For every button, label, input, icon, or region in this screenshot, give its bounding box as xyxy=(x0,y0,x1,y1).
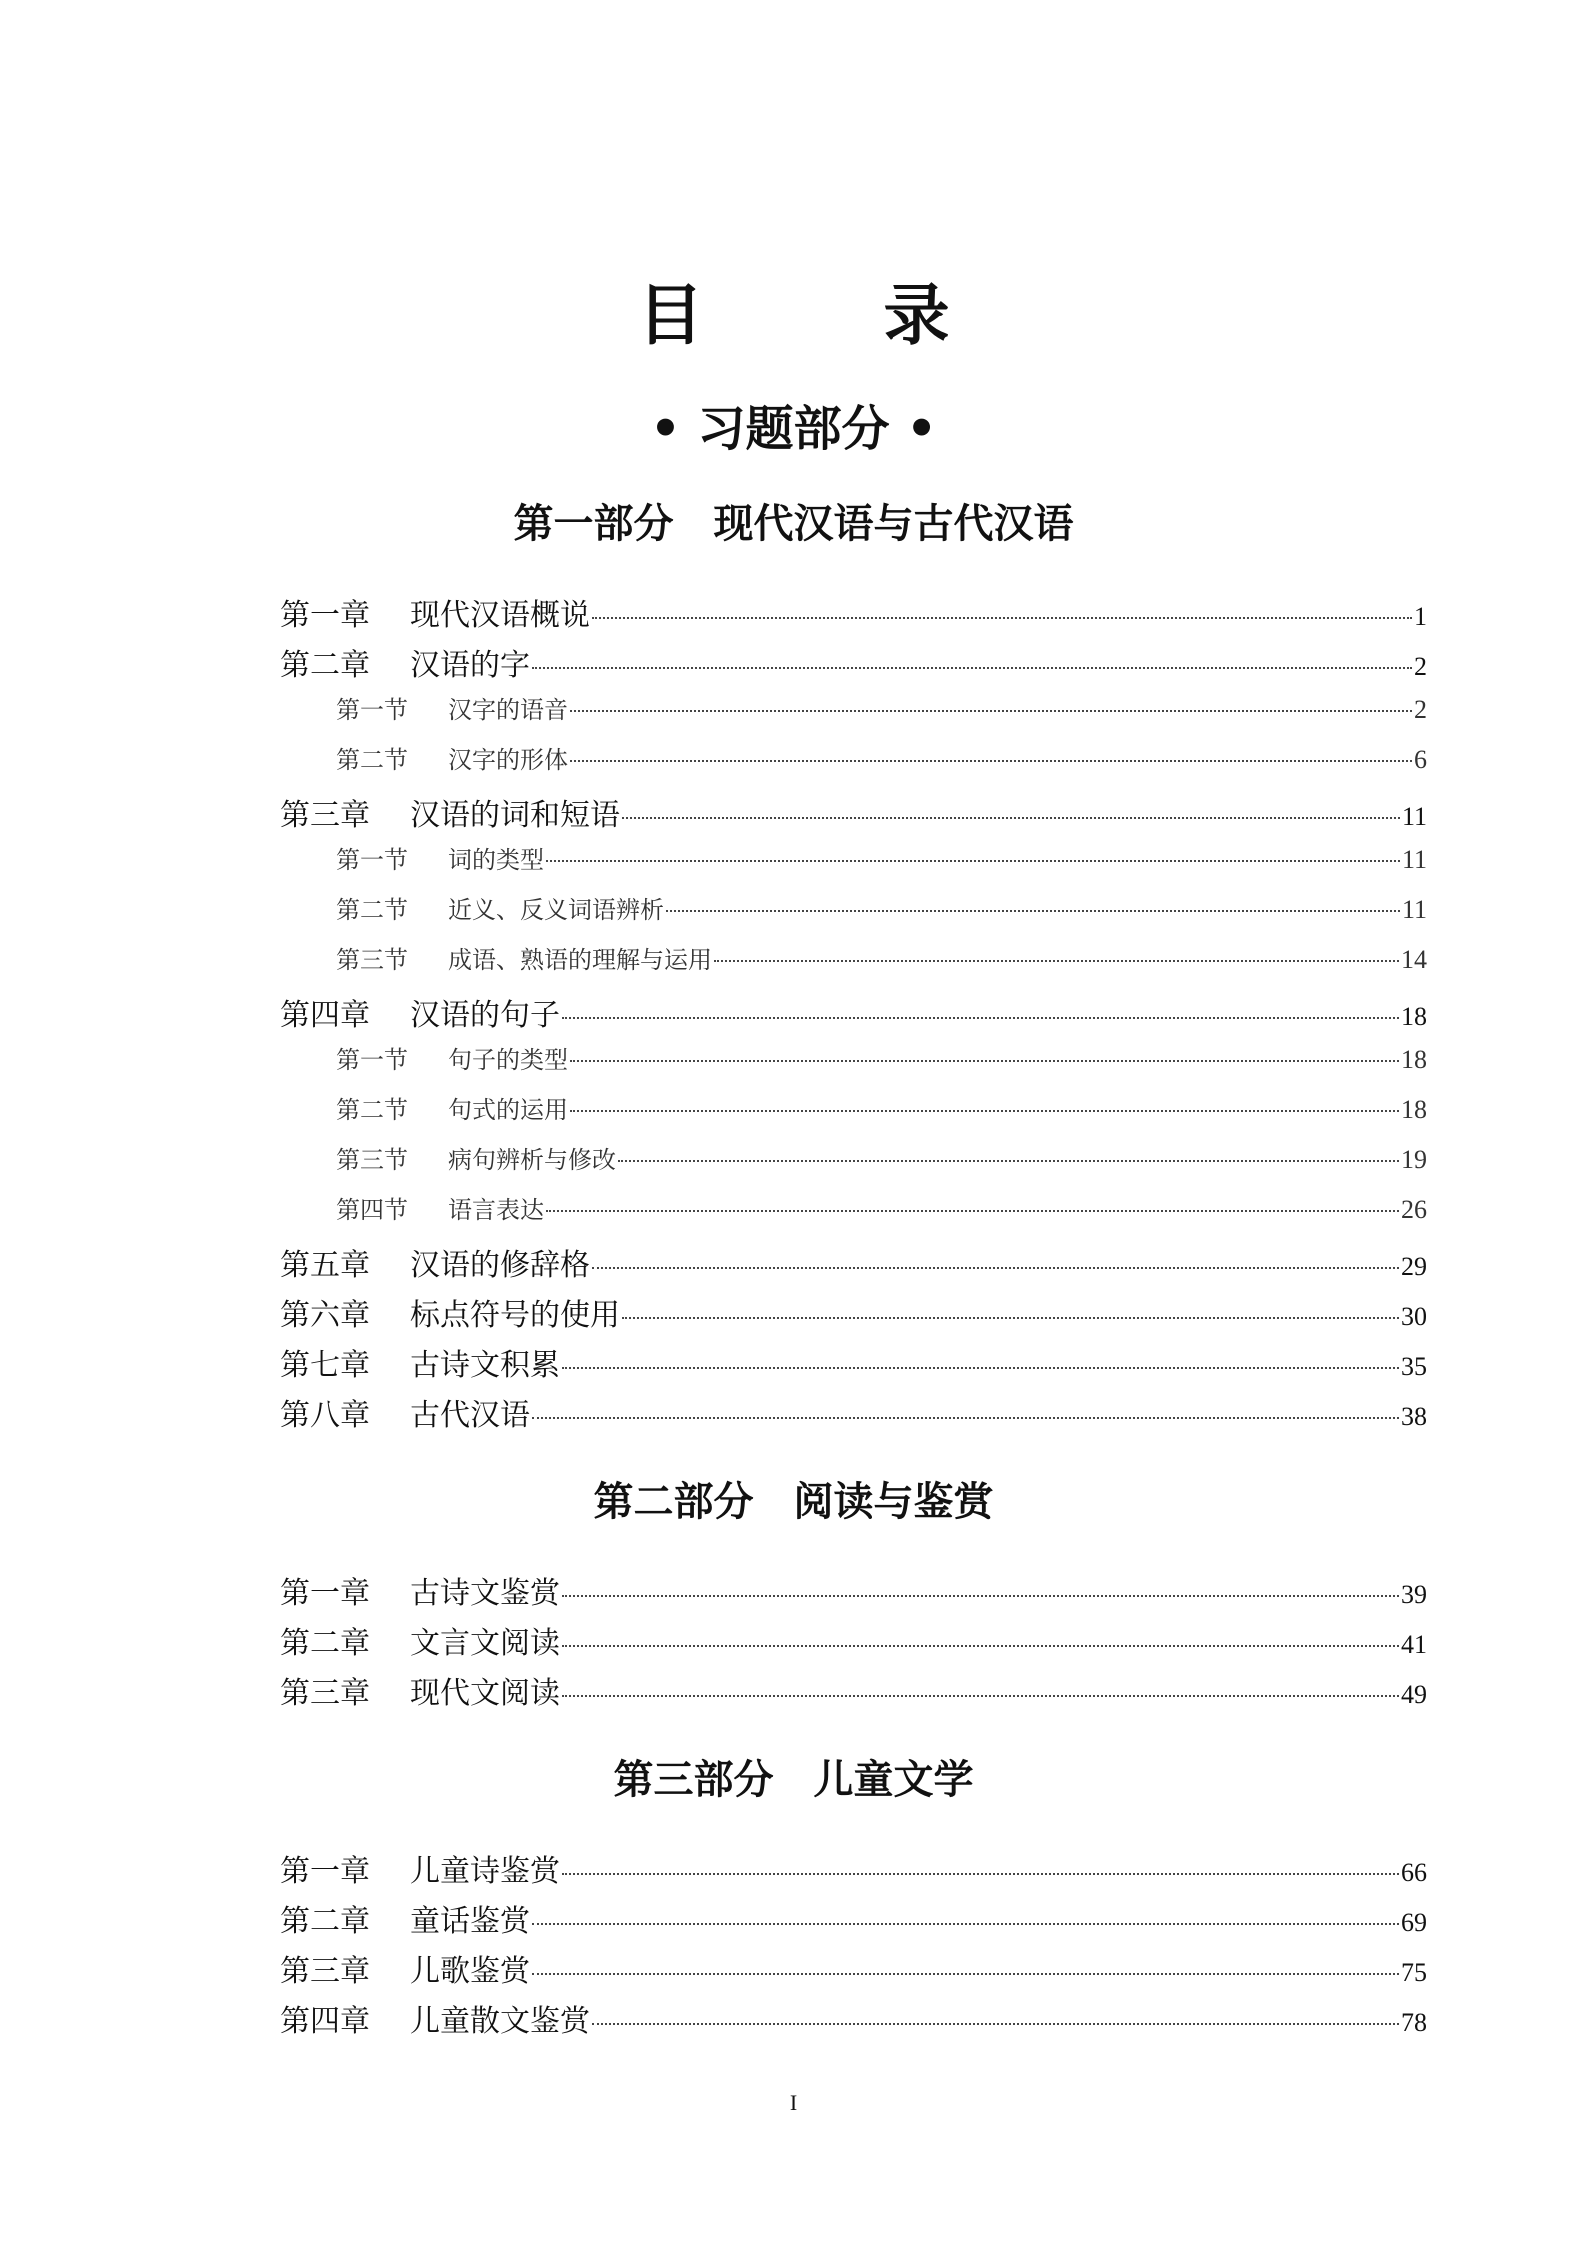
dot-leader xyxy=(532,667,1412,669)
entry-name: 汉语的词和短语 xyxy=(410,798,620,833)
entry-number: 第三章 xyxy=(280,798,370,833)
part-name: 儿童文学 xyxy=(813,1757,974,1803)
entry-number: 第二节 xyxy=(336,896,408,924)
page-title xyxy=(0,262,1587,357)
toc-entry[interactable] xyxy=(336,840,1427,884)
toc-entry[interactable] xyxy=(280,1618,1427,1662)
entry-page: 66 xyxy=(1401,1858,1427,1887)
entry-number: 第二节 xyxy=(336,746,408,774)
entry-name: 古诗文鉴赏 xyxy=(410,1576,560,1611)
entry-number: 第一节 xyxy=(336,846,408,874)
toc-entry[interactable] xyxy=(280,990,1427,1034)
dot-leader xyxy=(570,1060,1399,1062)
entry-number: 第二章 xyxy=(280,648,370,683)
part-name: 阅读与鉴赏 xyxy=(793,1479,994,1525)
toc-entry[interactable] xyxy=(336,1140,1427,1184)
toc-entry[interactable] xyxy=(280,1996,1427,2040)
page-footer-number: I xyxy=(789,2090,798,2115)
title-char-2: 录 xyxy=(883,277,950,354)
entry-number: 第三章 xyxy=(280,1954,370,1989)
entry-name: 句式的运用 xyxy=(448,1096,568,1124)
entry-page: 11 xyxy=(1401,802,1427,831)
dot-leader xyxy=(666,910,1400,912)
entry-page: 30 xyxy=(1401,1302,1427,1331)
toc-entry[interactable] xyxy=(280,1946,1427,1990)
part-heading-1 xyxy=(0,492,1587,549)
dot-leader xyxy=(562,1017,1399,1019)
entry-page: 19 xyxy=(1401,1145,1427,1174)
entry-name: 语言表达 xyxy=(448,1196,544,1224)
toc-entry[interactable] xyxy=(336,740,1427,784)
dot-leader xyxy=(622,1317,1399,1319)
toc-entry[interactable] xyxy=(280,1340,1427,1384)
entry-name: 儿童诗鉴赏 xyxy=(410,1854,560,1889)
entry-name: 词的类型 xyxy=(448,846,544,874)
dot-leader xyxy=(714,960,1399,962)
entry-name: 成语、熟语的理解与运用 xyxy=(448,946,712,974)
entry-name: 儿童散文鉴赏 xyxy=(410,2004,590,2039)
entry-page: 49 xyxy=(1401,1680,1427,1709)
entry-page: 18 xyxy=(1401,1045,1427,1074)
dot-leader xyxy=(562,1595,1399,1597)
entry-page: 2 xyxy=(1414,695,1427,724)
entry-number: 第四节 xyxy=(336,1196,408,1224)
toc-entry[interactable] xyxy=(336,1090,1427,1134)
dot-leader xyxy=(562,1695,1399,1697)
dot-leader xyxy=(592,2023,1399,2025)
toc-entry[interactable] xyxy=(280,1390,1427,1434)
entry-number: 第三章 xyxy=(280,1676,370,1711)
dot-leader xyxy=(546,1210,1399,1212)
part-name: 现代汉语与古代汉语 xyxy=(713,501,1074,547)
dot-leader xyxy=(562,1367,1399,1369)
entry-page: 26 xyxy=(1401,1195,1427,1224)
entry-page: 18 xyxy=(1401,1002,1427,1031)
entry-number: 第一节 xyxy=(336,696,408,724)
entry-number: 第一章 xyxy=(280,1576,370,1611)
toc-entry[interactable] xyxy=(280,1668,1427,1712)
entry-name: 现代汉语概说 xyxy=(410,598,590,633)
dot-leader xyxy=(592,617,1412,619)
entry-number: 第八章 xyxy=(280,1398,370,1433)
toc-entry[interactable] xyxy=(336,940,1427,984)
part-heading-3 xyxy=(0,1748,1587,1805)
entry-page: 18 xyxy=(1401,1095,1427,1124)
toc-entry[interactable] xyxy=(280,1568,1427,1612)
dot-leader xyxy=(618,1160,1399,1162)
entry-name: 标点符号的使用 xyxy=(410,1298,620,1333)
dot-leader xyxy=(562,1873,1399,1875)
entry-name: 句子的类型 xyxy=(448,1046,568,1074)
entry-number: 第一章 xyxy=(280,598,370,633)
toc-entry[interactable] xyxy=(280,640,1427,684)
entry-number: 第二章 xyxy=(280,1626,370,1661)
dot-leader xyxy=(532,1923,1399,1925)
entry-page: 41 xyxy=(1401,1630,1427,1659)
entry-name: 汉语的修辞格 xyxy=(410,1248,590,1283)
dot-leader xyxy=(532,1973,1399,1975)
entry-name: 近义、反义词语辨析 xyxy=(448,896,664,924)
title-char-1: 目 xyxy=(637,277,704,354)
dot-leader xyxy=(562,1645,1399,1647)
dot-leader xyxy=(570,760,1412,762)
subtitle: • 习题部分 • xyxy=(650,401,937,457)
entry-page: 29 xyxy=(1401,1252,1427,1281)
entry-name: 文言文阅读 xyxy=(410,1626,560,1661)
entry-name: 古诗文积累 xyxy=(410,1348,560,1383)
entry-page: 6 xyxy=(1414,745,1427,774)
toc-entry[interactable] xyxy=(336,1190,1427,1234)
dot-leader xyxy=(570,710,1412,712)
entry-name: 汉语的句子 xyxy=(410,998,560,1033)
entry-page: 2 xyxy=(1414,652,1427,681)
entry-page: 78 xyxy=(1401,2008,1427,2037)
entry-number: 第七章 xyxy=(280,1348,370,1383)
part-number: 第三部分 xyxy=(613,1757,774,1803)
entry-name: 汉语的字 xyxy=(410,648,530,683)
entry-page: 14 xyxy=(1401,945,1427,974)
toc-entry[interactable] xyxy=(280,590,1427,634)
part-number: 第一部分 xyxy=(513,501,674,547)
entry-number: 第三节 xyxy=(336,1146,408,1174)
dot-leader xyxy=(570,1110,1399,1112)
entry-page: 39 xyxy=(1401,1580,1427,1609)
dot-leader xyxy=(592,1267,1399,1269)
part-heading-2 xyxy=(0,1470,1587,1527)
toc-entry[interactable] xyxy=(280,1896,1427,1940)
entry-page: 11 xyxy=(1401,895,1427,924)
toc-entry[interactable] xyxy=(280,790,1427,834)
toc-entry[interactable] xyxy=(336,890,1427,934)
entry-number: 第一章 xyxy=(280,1854,370,1889)
entry-number: 第一节 xyxy=(336,1046,408,1074)
entry-number: 第三节 xyxy=(336,946,408,974)
toc-entry[interactable] xyxy=(280,1290,1427,1334)
dot-leader xyxy=(546,860,1400,862)
dot-leader xyxy=(532,1417,1399,1419)
entry-name: 古代汉语 xyxy=(410,1398,530,1433)
entry-number: 第四章 xyxy=(280,998,370,1033)
entry-page: 35 xyxy=(1401,1352,1427,1381)
entry-name: 病句辨析与修改 xyxy=(448,1146,616,1174)
entry-number: 第二章 xyxy=(280,1904,370,1939)
toc-entry[interactable] xyxy=(280,1240,1427,1284)
entry-number: 第六章 xyxy=(280,1298,370,1333)
entry-name: 儿歌鉴赏 xyxy=(410,1954,530,1989)
entry-page: 38 xyxy=(1401,1402,1427,1431)
entry-page: 1 xyxy=(1414,602,1427,631)
entry-number: 第二节 xyxy=(336,1096,408,1124)
entry-number: 第四章 xyxy=(280,2004,370,2039)
entry-name: 童话鉴赏 xyxy=(410,1904,530,1939)
part-number: 第二部分 xyxy=(593,1479,754,1525)
entry-page: 75 xyxy=(1401,1958,1427,1987)
entry-number: 第五章 xyxy=(280,1248,370,1283)
toc-entry[interactable] xyxy=(280,1846,1427,1890)
entry-name: 现代文阅读 xyxy=(410,1676,560,1711)
entry-page: 69 xyxy=(1401,1908,1427,1937)
dot-leader xyxy=(622,817,1400,819)
toc-entry[interactable] xyxy=(336,1040,1427,1084)
toc-entry[interactable] xyxy=(336,690,1427,734)
entry-page: 11 xyxy=(1401,845,1427,874)
entry-name: 汉字的形体 xyxy=(448,746,568,774)
entry-name: 汉字的语音 xyxy=(448,696,568,724)
